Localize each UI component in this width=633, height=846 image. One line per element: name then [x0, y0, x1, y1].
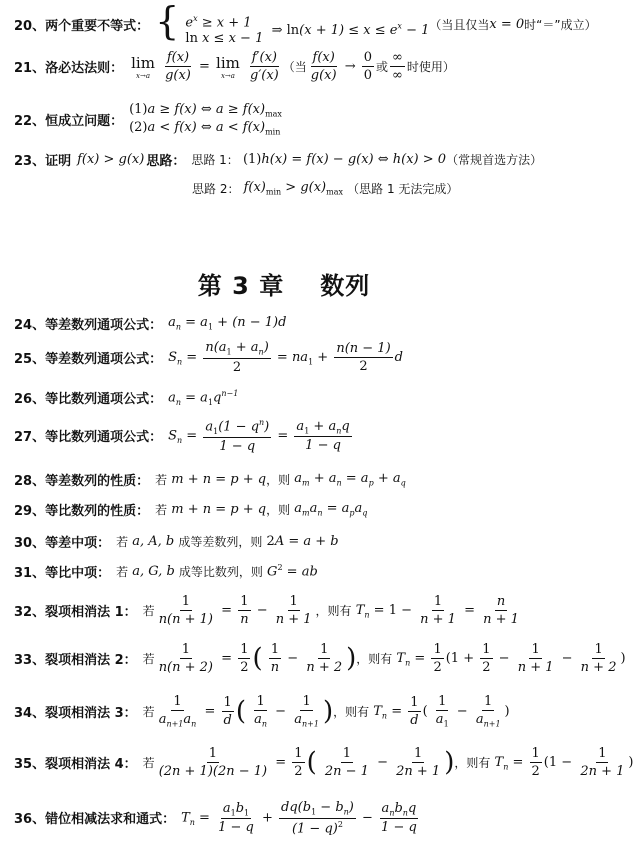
idea-1-note: （常规首选方法） [446, 153, 543, 167]
formula-21 [14, 50, 455, 83]
arith-condition: 成等差数列，则 [178, 535, 263, 549]
chapter-subject: 数列 [320, 272, 371, 300]
item-label: 20、两个重要不等式： [14, 19, 150, 35]
if-word: 若 [116, 535, 129, 549]
if-word: 若 [142, 652, 155, 666]
then-word: ，则 [266, 503, 291, 517]
item-label: 23、证明 [14, 154, 72, 169]
idea-2-label: 思路 2： [192, 182, 240, 196]
idea-2-expr: $f(x)_{min} > g(x)_{max}$ [239, 180, 344, 197]
idea-1-label: 思路 1： [191, 153, 239, 167]
item-label: 33、裂项相消法 2： [14, 653, 137, 668]
formula-34 [14, 694, 510, 729]
if-word: 若 [142, 704, 155, 719]
usage-infty: $\frac{\infty}{\infty}$ [392, 50, 403, 83]
index-condition: m + n = p + q [167, 502, 267, 517]
condition-note: （当且仅当 [429, 18, 490, 33]
item-label: 35、裂项相消法 4： [14, 757, 137, 772]
proof-claim: f(x) > g(x) [77, 152, 145, 167]
inequality-system: { $e^x \ge x + 1$ ln x ≤ x − 1 ⇒ $\ln(x + 1) \le x \le e^x - 1$ [155, 0, 430, 47]
item-label: 30、等差中项： [14, 536, 111, 551]
item-label: 28、等差数列的性质： [14, 474, 150, 489]
then-word: ，则有 [333, 704, 370, 719]
formula-26 [14, 388, 238, 407]
usage-note: （当 [282, 60, 307, 74]
formula-31 [14, 562, 318, 581]
then-word: ，则有 [315, 604, 352, 618]
terms: a, A, b [128, 534, 179, 549]
arith-general-term: $a_n = a_1 + (n - 1)d$ [168, 315, 287, 332]
formula-33 [14, 642, 626, 675]
if-word: 若 [116, 565, 129, 579]
formula-29 [14, 500, 367, 519]
if-word: 若 [142, 756, 155, 770]
formula-36 [14, 800, 421, 836]
formula-28 [14, 470, 406, 489]
usage-or: 或 [376, 60, 389, 74]
then-word: ，则有 [454, 756, 491, 770]
item-label: 29、等比数列的性质： [14, 504, 150, 519]
item-label-2: 思路： [146, 154, 186, 169]
item-label: 26、等比数列通项公式： [14, 392, 163, 407]
telescoping-1-sum: $T_n = 1$ − $\frac{1}{n + 1}$ = $\frac{n}{n + 1}$ [351, 594, 519, 627]
misaligned-subtraction-sum: $T_n$ = $\frac{a_1b_1}{1 - q}$ + $\frac{dq(b_1 - b_n)}{(1 - q)^2}$ − $\frac{a_nb_nq}{1 - q}$ [181, 800, 417, 836]
formula-22 [14, 102, 282, 137]
telescoping-1: $\frac{1}{n(n + 1)}$ = $\frac{1}{n}$ − $\frac{1}{n + 1}$ [158, 594, 312, 627]
geo-general-term: $a_n = a_1q^{n-1}$ [168, 388, 239, 407]
if-word: 若 [155, 503, 168, 517]
formula-35 [14, 746, 633, 779]
item-label: 21、洛必达法则： [14, 61, 124, 76]
item-label: 22、恒成立问题： [14, 114, 124, 130]
telescoping-4-sum: $T_n$ = $\frac{1}{2}$ (1 − $\frac{1}{2n + 1}$ ) [490, 746, 633, 779]
telescoping-2-sum: $T_n$ = $\frac{1}{2}$ (1 + $\frac{1}{2}$ − $\frac{1}{n + 1}$ − $\frac{1}{n + 2}$ ) [392, 642, 626, 675]
item-label: 34、裂项相消法 3： [14, 705, 137, 721]
item-label: 27、等比数列通项公式： [14, 430, 163, 446]
formula-25 [14, 340, 403, 375]
geo-condition: 成等比数列，则 [178, 565, 263, 579]
if-word: 若 [155, 473, 168, 487]
terms: a, G, b [128, 564, 179, 579]
formula-27 [14, 418, 354, 454]
item-label: 32、裂项相消法 1： [14, 605, 137, 620]
if-word: 若 [142, 604, 155, 618]
item-label: 24、等差数列通项公式： [14, 318, 163, 333]
geo-mean: $G^2$ = ab [262, 563, 318, 580]
condition-note-end: 时“＝”成立） [524, 18, 597, 33]
usage-note-end: 时使用） [406, 60, 455, 74]
usage-expr: $\frac{f(x)}{g(x)}$ → $\frac{0}{0}$ [310, 50, 373, 83]
chapter-heading [0, 266, 568, 301]
item-label: 31、等比中项： [14, 566, 111, 581]
formula-20 [14, 2, 597, 47]
telescoping-3: $\frac{1}{a_{n+1}a_n}$ = $\frac{1}{d}$ ( $\frac{1}{a_n}$ − $\frac{1}{a_{n+1}}$ ) [158, 694, 334, 729]
formula-24 [14, 314, 286, 333]
telescoping-2: $\frac{1}{n(n + 2)}$ = $\frac{1}{2}$ ( $\frac{1}{n}$ − $\frac{1}{n + 2}$ ) [158, 642, 357, 675]
geo-property: $a_ma_n = a_pa_q$ [290, 501, 368, 518]
item-label: 25、等差数列通项公式： [14, 351, 163, 367]
item-label: 36、错位相减法求和通式： [14, 812, 176, 828]
formula-23-idea-2 [192, 180, 458, 197]
arith-mean: 2A = a + b [266, 534, 339, 549]
idea-2-note: （思路 1 无法完成） [347, 182, 459, 196]
then-word: ，则 [266, 473, 291, 487]
then-word: ，则有 [356, 652, 393, 666]
constant-conditions: (1)a ≥ f(x) ⇔ $a \ge f(x)_{max}$ (2)a < f(x) ⇔ $a < f(x)_{min}$ [129, 102, 282, 137]
arith-property: $a_m + a_n = a_p + a_q$ [290, 471, 406, 488]
condition-expr: x = 0 [489, 17, 525, 33]
idea-1-expr: (1)h(x) = f(x) − g(x) ⇔ h(x) > 0 [242, 152, 447, 167]
telescoping-4: $\frac{1}{(2n + 1)(2n - 1)}$ = $\frac{1}{2}$ ( $\frac{1}{2n - 1}$ − $\frac{1}{2n + 1}$ ) [158, 746, 455, 779]
chapter-title: 第 3 章 [197, 272, 285, 300]
formula-30 [14, 532, 339, 551]
geo-sum: $S_n$ = $\frac{a_1(1 - q^n)}{1 - q}$ = $\frac{a_1 + a_nq}{1 - q}$ [168, 418, 350, 454]
arith-sum: $S_n$ = $\frac{n(a_1 + a_n)}{2}$ = $na_1$ + $\frac{n(n - 1)}{2}$ d [168, 340, 403, 375]
index-condition: m + n = p + q [167, 472, 267, 487]
lhopital-formula: lim x→a $\frac{f(x)}{g(x)}$ = lim x→a $\frac{f'(x)}{g'(x)}$ [131, 50, 279, 83]
formula-23 [14, 150, 542, 169]
formula-32 [14, 594, 523, 627]
telescoping-3-sum: $T_n$ = $\frac{1}{d}$ ( $\frac{1}{a_1}$ − $\frac{1}{a_{n+1}}$ ) [369, 694, 510, 729]
